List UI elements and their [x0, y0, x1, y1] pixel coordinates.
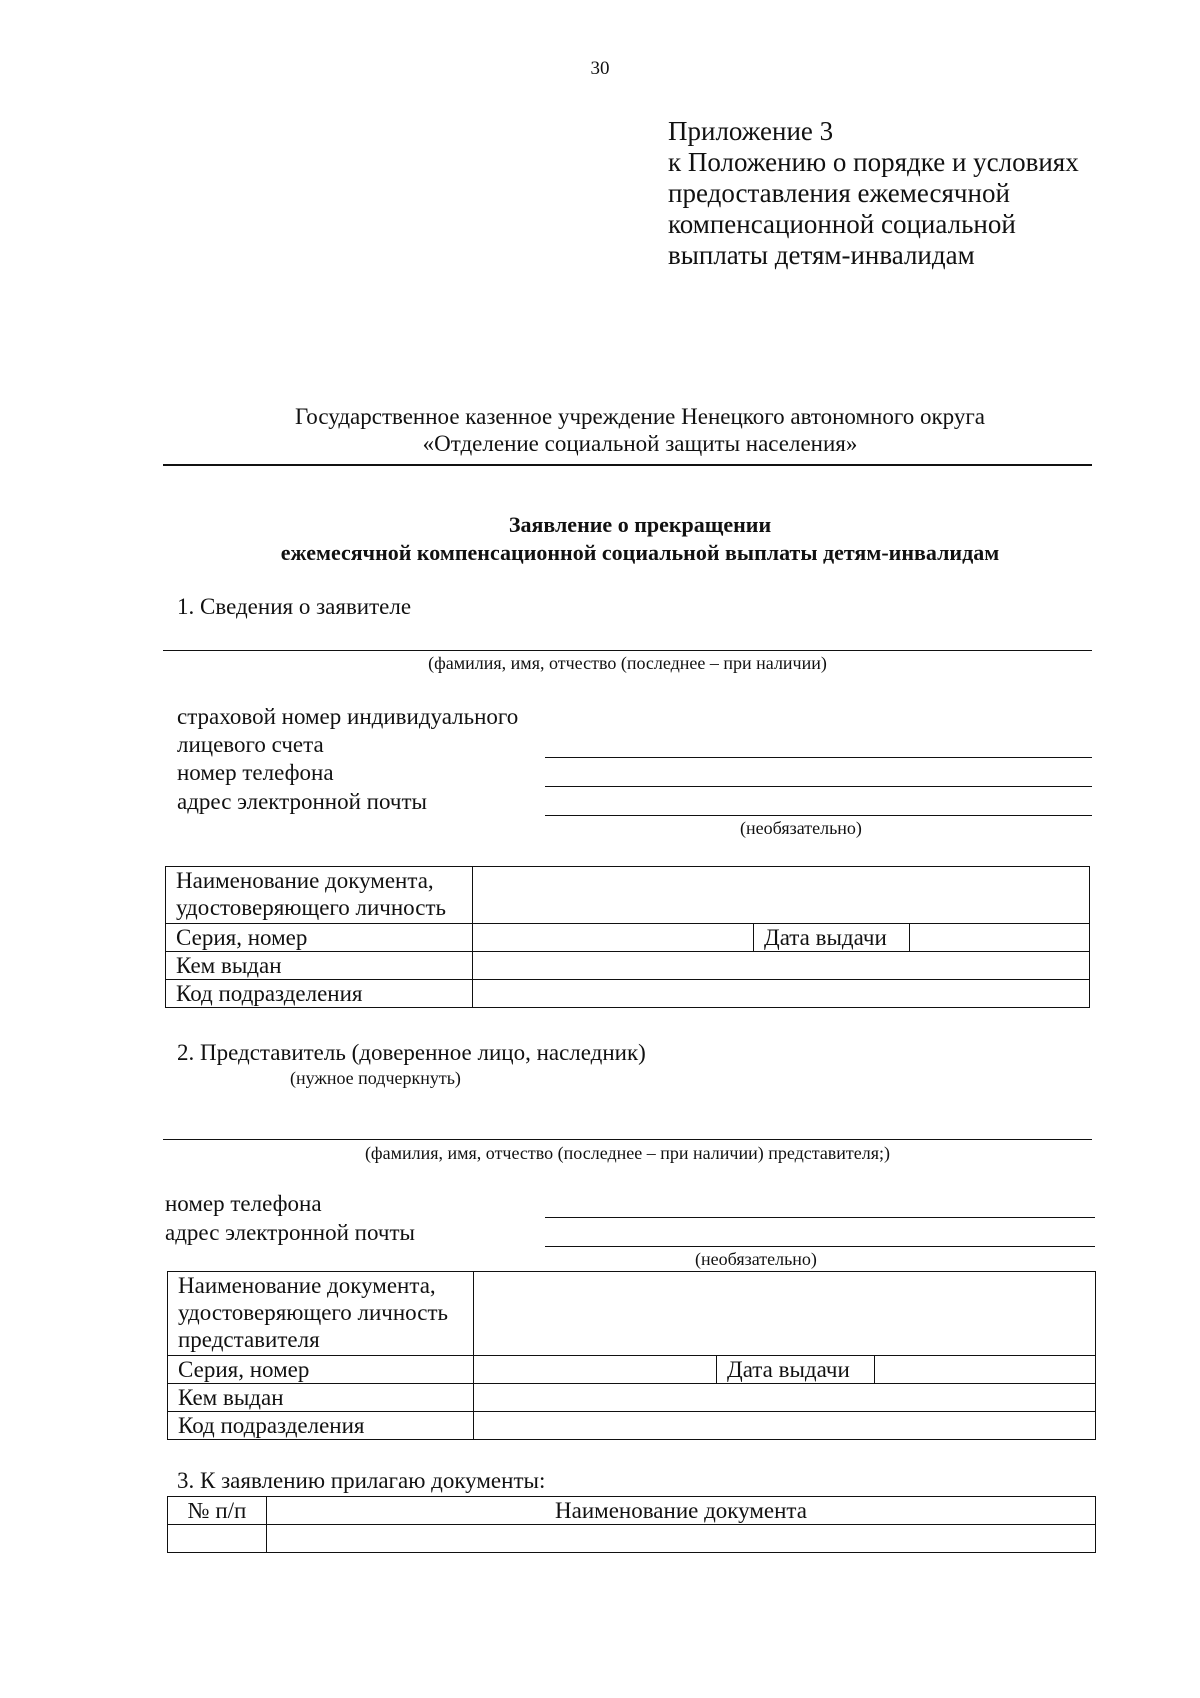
series-label: Серия, номер	[166, 924, 473, 952]
rep-email-label: адрес электронной почты	[165, 1220, 415, 1245]
rep-issue-date-label: Дата выдачи	[716, 1356, 874, 1383]
appendix-line: к Положению о порядке и условиях	[668, 147, 1079, 177]
doc-name-field[interactable]	[473, 867, 1090, 924]
issued-by-label: Кем выдан	[166, 952, 473, 980]
division-code-label: Код подразделения	[166, 980, 473, 1008]
section3-heading: 3. К заявлению прилагаю документы:	[177, 1468, 546, 1493]
doc-name-label: Наименование документа, удостоверяющего личность	[166, 867, 473, 924]
series-field[interactable]	[473, 924, 753, 951]
phone-label: номер телефона	[177, 760, 334, 785]
title-line: Заявление о прекращении	[508, 512, 772, 537]
appendix-header	[668, 116, 1079, 271]
phone-field[interactable]	[545, 786, 1092, 787]
page-number: 30	[590, 58, 610, 79]
email-optional-hint: (необязательно)	[740, 818, 862, 838]
rep-phone-field[interactable]	[545, 1217, 1095, 1218]
document-title	[160, 511, 1120, 567]
snils-label: страховой номер индивидуального	[177, 704, 519, 729]
title-line: ежемесячной компенсационной социальной выплаты детям-инвалидам	[280, 540, 1000, 565]
rep-doc-name-label: Наименование документа, удостоверяющего личность представителя	[168, 1272, 474, 1356]
organization-name	[160, 403, 1120, 457]
snils-label: лицевого счета	[177, 732, 324, 757]
email-label: адрес электронной почты	[177, 789, 427, 814]
representative-name-hint: (фамилия, имя, отчество (последнее – при наличии) представителя;)	[364, 1143, 891, 1163]
rep-series-field[interactable]	[474, 1356, 716, 1383]
division-code-field[interactable]	[473, 980, 1090, 1008]
rep-phone-label: номер телефона	[165, 1191, 322, 1216]
organization-line: Государственное казенное учреждение Ненецкого автономного округа	[295, 404, 985, 429]
rep-division-code-field[interactable]	[474, 1412, 1096, 1440]
issued-by-field[interactable]	[473, 952, 1090, 980]
applicant-id-table	[165, 866, 1090, 1008]
representative-name-field[interactable]	[163, 1139, 1092, 1140]
series-row	[473, 924, 1090, 952]
attached-documents-table	[167, 1496, 1096, 1553]
organization-line: «Отделение социальной защиты населения»	[422, 431, 858, 456]
appendix-line: Приложение 3	[668, 116, 834, 146]
representative-id-table	[167, 1271, 1096, 1440]
snils-field[interactable]	[545, 757, 1092, 758]
section2-heading: 2. Представитель (доверенное лицо, наследник)	[177, 1040, 646, 1065]
email-field[interactable]	[545, 815, 1092, 816]
rep-issue-date-field[interactable]	[874, 1356, 1095, 1383]
rep-email-field[interactable]	[545, 1246, 1095, 1247]
col-number-header: № п/п	[168, 1497, 267, 1525]
doc-name-cell[interactable]	[267, 1525, 1096, 1553]
issue-date-label: Дата выдачи	[753, 924, 909, 951]
applicant-name-hint: (фамилия, имя, отчество (последнее – при наличии)	[428, 653, 827, 673]
section1-heading: 1. Сведения о заявителе	[177, 594, 412, 619]
rep-series-label: Серия, номер	[168, 1356, 474, 1384]
applicant-name-field[interactable]	[163, 650, 1092, 651]
organization-underline	[163, 464, 1092, 466]
rep-issued-by-field[interactable]	[474, 1384, 1096, 1412]
appendix-line: выплаты детям-инвалидам	[668, 240, 975, 270]
rep-issued-by-label: Кем выдан	[168, 1384, 474, 1412]
appendix-line: предоставления ежемесячной	[668, 178, 1010, 208]
issue-date-field[interactable]	[909, 924, 1089, 951]
doc-number-cell[interactable]	[168, 1525, 267, 1553]
rep-doc-name-field[interactable]	[474, 1272, 1096, 1356]
rep-series-row	[474, 1356, 1096, 1384]
col-name-header: Наименование документа	[267, 1497, 1096, 1525]
rep-division-code-label: Код подразделения	[168, 1412, 474, 1440]
rep-email-optional-hint: (необязательно)	[695, 1249, 817, 1269]
underline-hint: (нужное подчеркнуть)	[290, 1068, 461, 1088]
appendix-line: компенсационной социальной	[668, 209, 1016, 239]
